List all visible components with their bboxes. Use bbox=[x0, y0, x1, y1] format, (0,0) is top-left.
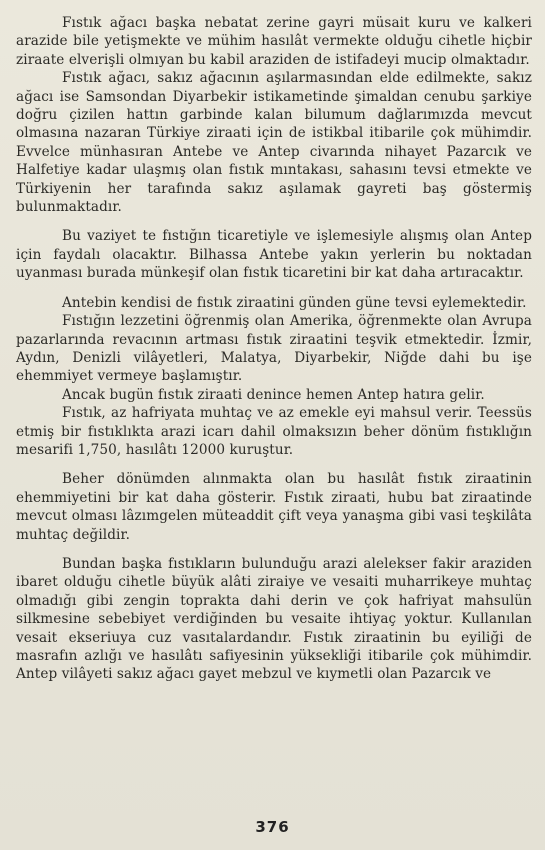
paragraph-7: Fıstık, az hafriyata muhtaç ve az emekle eyi mahsul verir. Teessüs etmiş bir fıstıklıkta arazi icarı dahil olmaksızın beher dönüm fıstıklığın mesarifi 1,750, hasılâtı 12000 kuruştur. bbox=[16, 405, 532, 458]
paragraph-5: Fıstığın lezzetini öğrenmiş olan Amerika, öğrenmekte olan Avrupa pazarlarında revacının artması fıstık ziraatini teşvik etmektedir. İzmir, Aydın, Denizli vilâyetleri, Malatya, Diyarbekir, Niğde dahi bu işe ehemmiyet vermeye başlamıştır. bbox=[16, 313, 532, 385]
paragraph-8: Beher dönümden alınmakta olan bu hasılât fıstık ziraatinin ehemmiyetini bir kat daha gösterir. Fıstık ziraati, hubu bat ziraatinde mevcut olması lâzımgelen müteaddit çift veya yanaşma gibi vasi teşkilâta muhtaç değildir. bbox=[16, 471, 532, 543]
paragraph-4: Antebin kendisi de fıstık ziraatini günden güne tevsi eylemektedir. bbox=[62, 294, 527, 311]
paragraph-2: Fıstık ağacı, sakız ağacının aşılarmasından elde edilmekte, sakız ağacı ise Samsondan Diyarbekir istikametinde şimaldan cenubu şarkiye doğru çizilen hattın garbinde kalan bilumum dağlarımızda mevcut olmasına nazaran Türkiye ziraati için de istikbal itibarile çok mühimdir. Evvelce münhasıran Antebe ve Antep civarında nihayet Pazarcık ve Halfetiye kadar ulaşmış olan fıstık mıntakası, sahasını tevsi etmekte ve Türkiyenin her tarafında sakız aşılamak gayreti baş göstermiş bulunmaktadır. bbox=[16, 70, 532, 216]
paragraph-3: Bu vaziyet te fıstığın ticaretiyle ve işlemesiyle alışmış olan Antep için faydalı olacaktır. Bilhassa Antebe yakın yerlerin bu noktadan uyanması burada münkeşif olan fıstık ticaretini bir kat daha artıracaktır. bbox=[16, 228, 532, 282]
paragraph-9: Bundan başka fıstıkların bulunduğu arazi alelekser fakir araziden ibaret olduğu cihetle büyük alâti ziraiye ve vesaiti muharrikeye muhtaç olmadığı gibi zengin topraktа dahi derin ve çok hafriyat mahsulün silkmesine sebebiyet verdiğinden bu vesaite ihtiyaç yoktur. Kullanılan vesait ekseriuya cuz vasıtalardandır. Fıstık ziraatinin bu eyiliği de masrafın azlığı ve hasılâtı safiyesinin yüksekliği itibarile çok mühimdir. Antep vilâyeti sakız ağacı gayet mebzul ve kıymetli olan Pazarcık ve bbox=[16, 555, 532, 683]
paragraph-1: Fıstık ağacı başka nebatat zerine gayri müsait kuru ve kalkeri arazide bile yetişmekte ve mühim hasılât vermekte olduğu cihetle hiçbir ziraate elverişli olmıyan bu kabil araziden de istifadeyi mucip olmaktadır. bbox=[16, 15, 532, 68]
paragraph-6: Ancak bugün fıstık ziraati denince hemen Antep hatıra gelir. bbox=[62, 386, 485, 403]
body-text bbox=[16, 14, 532, 684]
page-number: 376 bbox=[255, 818, 290, 836]
